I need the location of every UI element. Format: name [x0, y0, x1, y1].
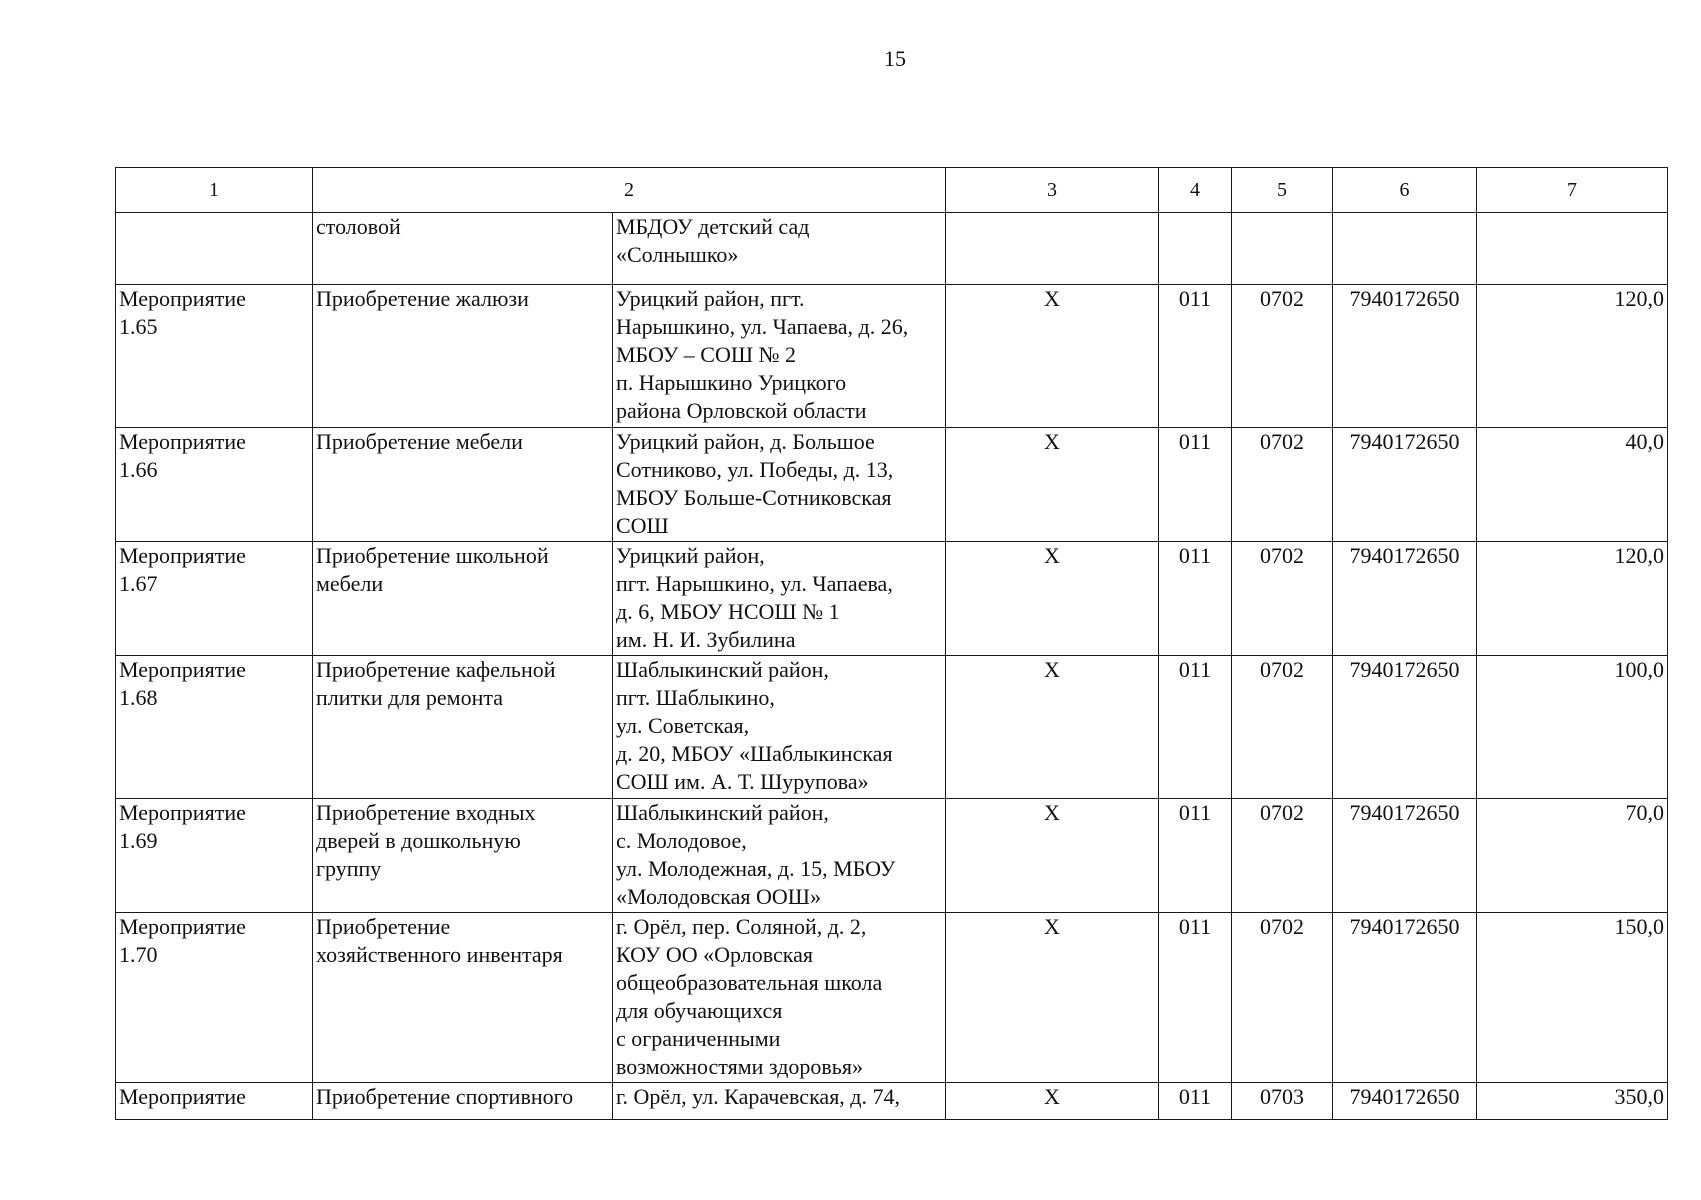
col7-cell: 100,0	[1477, 656, 1668, 799]
col7-cell	[1477, 213, 1668, 285]
col6-cell: 7940172650	[1333, 542, 1477, 656]
event-cell: Мероприятие 1.67	[116, 542, 313, 656]
event-cell: Мероприятие 1.66	[116, 428, 313, 542]
header-col-6: 6	[1333, 168, 1477, 213]
address-cell: МБДОУ детский сад «Солнышко»	[613, 213, 946, 285]
col7-cell: 70,0	[1477, 799, 1668, 913]
table-header-row	[116, 168, 1668, 213]
col5-cell	[1232, 213, 1333, 285]
col5-cell: 0702	[1232, 542, 1333, 656]
col5-cell: 0702	[1232, 428, 1333, 542]
event-cell: Мероприятие 1.69	[116, 799, 313, 913]
event-cell	[116, 213, 313, 285]
col4-cell	[1159, 213, 1232, 285]
col3-cell: Х	[946, 913, 1159, 1083]
col5-cell: 0703	[1232, 1083, 1333, 1120]
event-cell: Мероприятие 1.70	[116, 913, 313, 1083]
col4-cell: 011	[1159, 428, 1232, 542]
col7-cell: 40,0	[1477, 428, 1668, 542]
col3-cell: Х	[946, 428, 1159, 542]
col3-cell: Х	[946, 542, 1159, 656]
header-col-2: 2	[313, 168, 946, 213]
event-cell: Мероприятие	[116, 1083, 313, 1120]
col3-cell	[946, 213, 1159, 285]
col6-cell: 7940172650	[1333, 428, 1477, 542]
description-cell: Приобретение мебели	[313, 428, 613, 542]
col5-cell: 0702	[1232, 913, 1333, 1083]
col6-cell: 7940172650	[1333, 913, 1477, 1083]
table-row	[116, 542, 1668, 656]
header-col-7: 7	[1477, 168, 1668, 213]
address-cell: Шаблыкинский район, с. Молодовое, ул. Молодежная, д. 15, МБОУ «Молодовская ООШ»	[613, 799, 946, 913]
col6-cell: 7940172650	[1333, 1083, 1477, 1120]
col6-cell	[1333, 213, 1477, 285]
col7-cell: 120,0	[1477, 285, 1668, 428]
description-cell: Приобретение жалюзи	[313, 285, 613, 428]
col5-cell: 0702	[1232, 799, 1333, 913]
header-col-4: 4	[1159, 168, 1232, 213]
description-cell: Приобретение школьной мебели	[313, 542, 613, 656]
table-row	[116, 285, 1668, 428]
event-cell: Мероприятие 1.68	[116, 656, 313, 799]
table-row	[116, 913, 1668, 1083]
address-cell: Урицкий район, пгт. Нарышкино, ул. Чапаева, д. 6, МБОУ НСОШ № 1 им. Н. И. Зубилина	[613, 542, 946, 656]
col6-cell: 7940172650	[1333, 285, 1477, 428]
col6-cell: 7940172650	[1333, 656, 1477, 799]
table-row	[116, 428, 1668, 542]
col3-cell: Х	[946, 1083, 1159, 1120]
col4-cell: 011	[1159, 1083, 1232, 1120]
header-col-3: 3	[946, 168, 1159, 213]
col3-cell: Х	[946, 285, 1159, 428]
description-cell: Приобретение кафельной плитки для ремонта	[313, 656, 613, 799]
col4-cell: 011	[1159, 799, 1232, 913]
table-row	[116, 213, 1668, 285]
address-cell: г. Орёл, ул. Карачевская, д. 74,	[613, 1083, 946, 1120]
address-cell: Урицкий район, пгт. Нарышкино, ул. Чапаева, д. 26, МБОУ – СОШ № 2 п. Нарышкино Урицкого района Орловской области	[613, 285, 946, 428]
table-row	[116, 799, 1668, 913]
address-cell: Шаблыкинский район, пгт. Шаблыкино, ул. Советская, д. 20, МБОУ «Шаблыкинская СОШ им. А. Т. Шурупова»	[613, 656, 946, 799]
col3-cell: Х	[946, 656, 1159, 799]
address-cell: г. Орёл, пер. Соляной, д. 2, КОУ ОО «Орловская общеобразовательная школа для обучающихся с ограниченными возможностями здоровья»	[613, 913, 946, 1083]
address-cell: Урицкий район, д. Большое Сотниково, ул. Победы, д. 13, МБОУ Больше-Сотниковская СОШ	[613, 428, 946, 542]
col7-cell: 350,0	[1477, 1083, 1668, 1120]
table-row	[116, 1083, 1668, 1120]
col4-cell: 011	[1159, 542, 1232, 656]
col7-cell: 120,0	[1477, 542, 1668, 656]
col3-cell: Х	[946, 799, 1159, 913]
table-row	[116, 656, 1668, 799]
header-col-5: 5	[1232, 168, 1333, 213]
col6-cell: 7940172650	[1333, 799, 1477, 913]
col4-cell: 011	[1159, 913, 1232, 1083]
budget-table	[115, 167, 1668, 1120]
description-cell: столовой	[313, 213, 613, 285]
col7-cell: 150,0	[1477, 913, 1668, 1083]
col4-cell: 011	[1159, 285, 1232, 428]
description-cell: Приобретение спортивного	[313, 1083, 613, 1120]
page-number: 15	[884, 46, 906, 71]
header-col-1: 1	[116, 168, 313, 213]
description-cell: Приобретение хозяйственного инвентаря	[313, 913, 613, 1083]
col5-cell: 0702	[1232, 656, 1333, 799]
col5-cell: 0702	[1232, 285, 1333, 428]
description-cell: Приобретение входных дверей в дошкольную группу	[313, 799, 613, 913]
event-cell: Мероприятие 1.65	[116, 285, 313, 428]
col4-cell: 011	[1159, 656, 1232, 799]
